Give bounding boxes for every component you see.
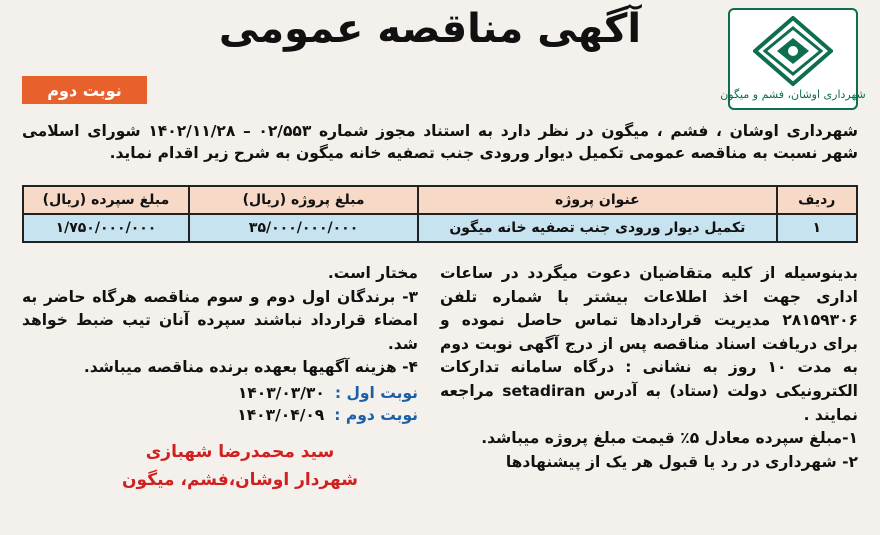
signer-name: سید محمدرضا شهبازی xyxy=(145,441,335,462)
project-table xyxy=(22,185,858,243)
cell-project-title: تکمیل دیوار ورودی جنب تصفیه خانه میگون xyxy=(418,214,776,242)
emblem-icon xyxy=(753,16,833,86)
condition-2-continued: مختار است. xyxy=(327,264,418,282)
publication-dates xyxy=(22,382,418,426)
condition-2: ۲- شهرداری در رد یا قبول هر یک از پیشنهادها xyxy=(505,452,858,471)
cell-project-amount: ۳۵/۰۰۰/۰۰۰/۰۰۰ xyxy=(189,214,418,242)
condition-4: ۴- هزینه آگهیها بعهده برنده مناقصه میباشد. xyxy=(83,358,418,377)
condition-1: ۱-مبلغ سپرده معادل ۵٪ قیمت مبلغ پروژه میباشد. xyxy=(481,429,858,448)
left-column xyxy=(22,262,418,494)
logo-caption: شهرداری اوشان، فشم و میگون xyxy=(720,88,866,101)
invitation-paragraph: بدینوسیله از کلیه متقاضیان دعوت میگردد در ساعات اداری جهت اخذ اطلاعات بیشتر با شماره تلفن ۲۸۱۵۹۳۰۶ مدیریت قراردادها تماس حاصل نموده و برای دریافت اسناد مناقصه پس از درج آگهی نوبت دوم به مدت ۱۰ روز به نشانی : درگاه سامانه تدارکات الکترونیکی دولت (ستاد) به آدرس setadiran مراجعه نمایند . xyxy=(440,264,858,424)
signature-block xyxy=(22,438,418,494)
header-project-title: عنوان پروژه xyxy=(418,186,776,214)
condition-3: ۳- برندگان اول دوم و سوم مناقصه هرگاه حاضر به امضاء قرارداد نباشند سپرده آنان تیب ضبط خواهد شد. xyxy=(22,287,418,353)
right-column xyxy=(440,262,858,474)
cell-deposit-amount: ۱/۷۵۰/۰۰۰/۰۰۰ xyxy=(23,214,189,242)
first-round-date: ۱۴۰۳/۰۳/۳۰ xyxy=(237,383,325,402)
second-round-label: نوبت دوم : xyxy=(334,405,418,424)
cell-row-number: ۱ xyxy=(777,214,857,242)
round-badge: نوبت دوم xyxy=(22,76,147,104)
header-project-amount: مبلغ پروژه (ریال) xyxy=(189,186,418,214)
second-round-date: ۱۴۰۳/۰۴/۰۹ xyxy=(237,405,325,424)
header-deposit-amount: مبلغ سپرده (ریال) xyxy=(23,186,189,214)
signer-title: شهردار اوشان،فشم، میگون xyxy=(122,469,358,490)
first-round-label: نوبت اول : xyxy=(334,383,418,402)
municipality-logo xyxy=(720,8,866,110)
intro-paragraph: شهرداری اوشان ، فشم ، میگون در نظر دارد به استناد مجوز شماره ۰۲/۵۵۳ – ۱۴۰۲/۱۱/۲۸ شورای اسلامی شهر نسبت به مناقصه عمومی تکمیل دیوار ورودی جنب تصفیه خانه میگون به شرح زیر اقدام نماید. xyxy=(22,122,858,162)
first-round-line xyxy=(22,382,418,404)
second-round-line xyxy=(22,404,418,426)
header-row-number: ردیف xyxy=(777,186,857,214)
page-title: آگهی مناقصه عمومی xyxy=(218,6,642,52)
table-row xyxy=(23,214,857,242)
table-header-row xyxy=(23,186,857,214)
